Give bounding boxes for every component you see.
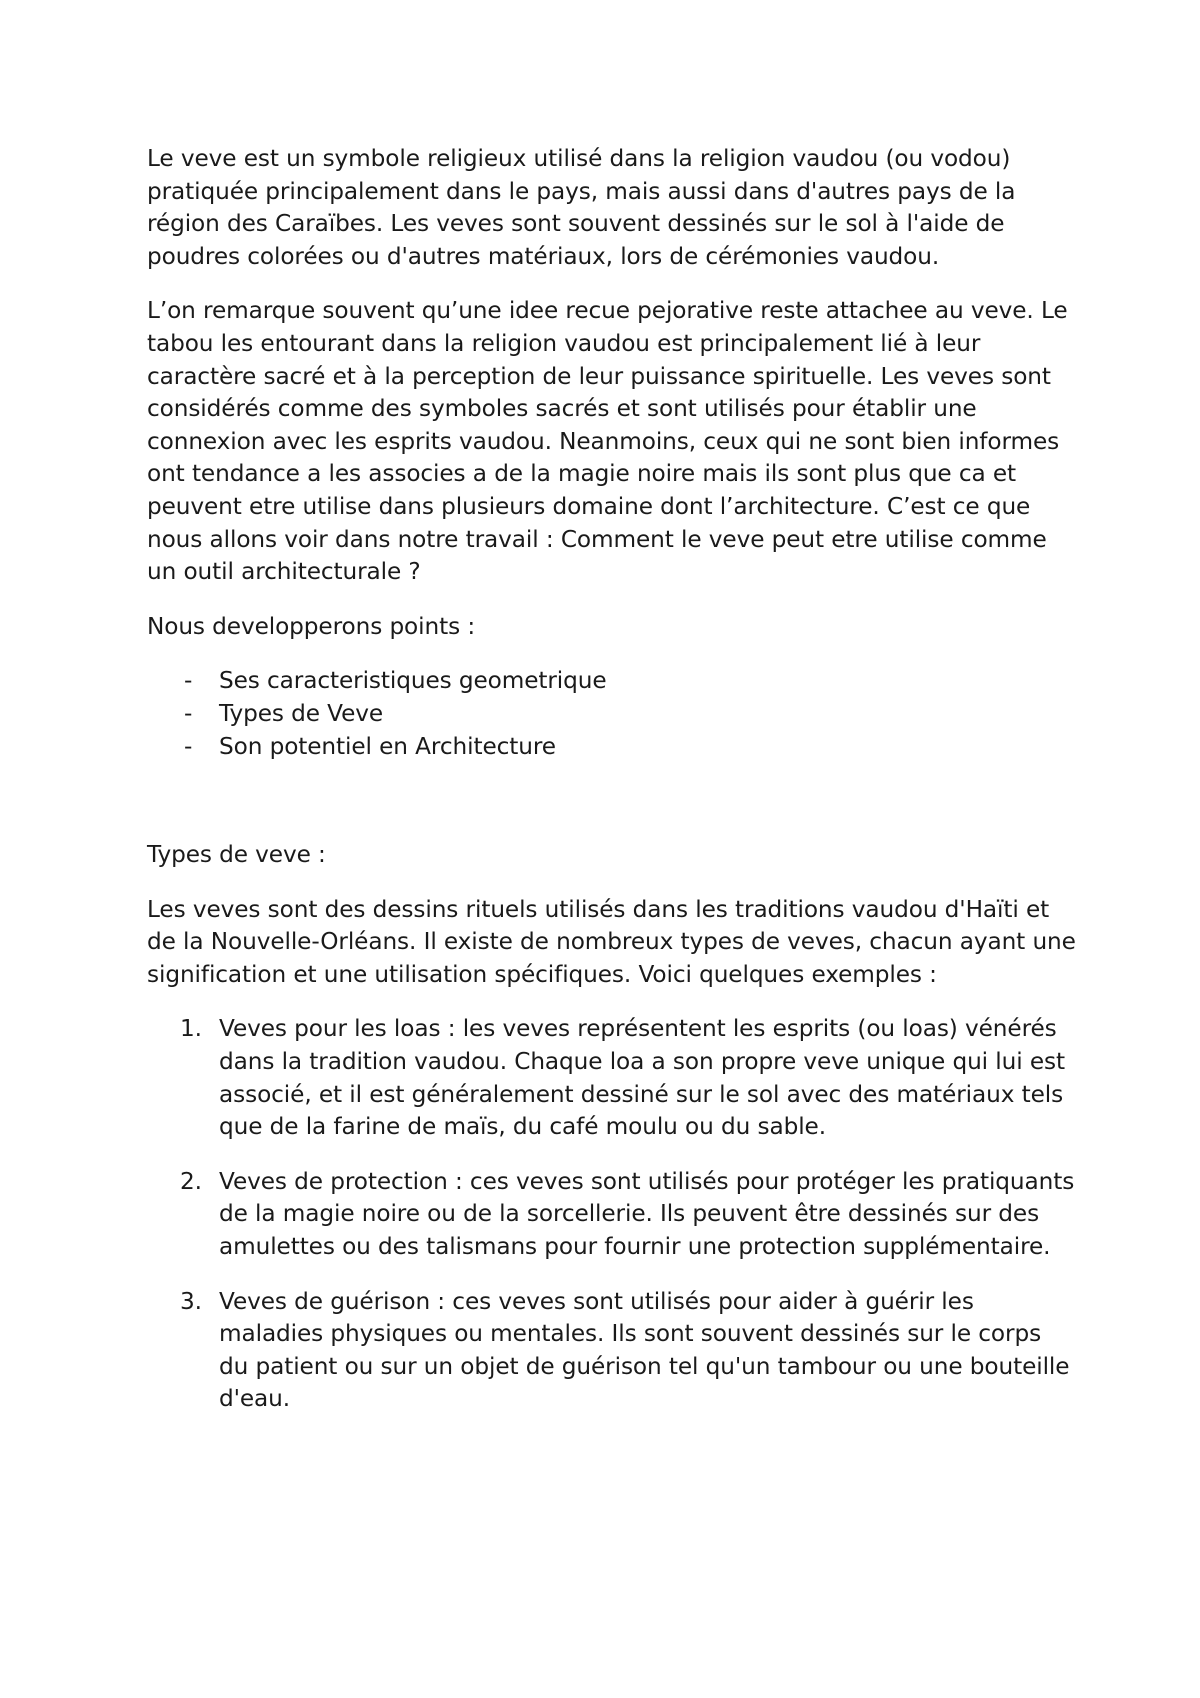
list-item-text: Ses caracteristiques geometrique — [219, 667, 607, 695]
list-marker: - — [184, 732, 193, 760]
list-item-text: Veves pour les loas : les veves représentent les esprits (ou loas) vénérés dans la tradition vaudou. Chaque loa a son propre veve unique qui lui est associé, et il est généralement dessiné sur le sol avec des matériaux tels que de la farine de maïs, du café moulu ou du sable. — [219, 1015, 1065, 1141]
list-item-text: Veves de guérison : ces veves sont utilisés pour aider à guérir les maladies physiques ou mentales. Ils sont souvent dessinés sur le corps du patient ou sur un objet de guérison tel qu'un tambour ou une bouteille d'eau. — [219, 1287, 1070, 1413]
document-body — [147, 143, 1077, 1438]
intro-paragraph: Le veve est un symbole religieux utilisé dans la religion vaudou (ou vodou) pratiquée principalement dans le pays, mais aussi dans d'autres pays de la région des Caraïbes. Les veves sont souvent dessinés sur le sol à l'aide de poudres colorées ou d'autres matériaux, lors de cérémonies vaudou. — [147, 145, 1016, 270]
list-item-text: Son potentiel en Architecture — [219, 732, 556, 760]
blank-space — [147, 763, 1077, 839]
context-paragraph: L’on remarque souvent qu’une idee recue pejorative reste attachee au veve. Le tabou les entourant dans la religion vaudou est principalement lié à leur caractère sacré et à la perception de leur puissance spirituelle. Les veves sont considérés comme des symboles sacrés et sont utilisés pour établir une connexion avec les esprits vaudou. Neanmoins, ceux qui ne sont bien informes ont tendance a les associes a de la magie noire mais ils sont plus que ca et peuvent etre utilise dans plusieurs domaine dont l’architecture. C’est ce que nous allons voir dans notre travail : Comment le veve peut etre utilise comme un outil architecturale ? — [147, 297, 1068, 586]
list-marker: - — [184, 699, 193, 727]
list-number: 2. — [180, 1167, 202, 1195]
list-marker: - — [184, 667, 193, 695]
list-number: 3. — [180, 1287, 202, 1315]
list-item — [147, 1286, 1077, 1416]
list-item — [147, 698, 1077, 731]
examples-list — [147, 1013, 1077, 1416]
list-number: 1. — [180, 1015, 202, 1043]
section-intro-paragraph: Les veves sont des dessins rituels utilisés dans les traditions vaudou d'Haïti et de la Nouvelle-Orléans. Il existe de nombreux types de veves, chacun ayant une signification et une utilisation spécifiques. Voici quelques exemples : — [147, 895, 1076, 988]
list-item — [147, 1013, 1077, 1143]
points-intro: Nous developperons points : — [147, 612, 476, 640]
list-item-text: Types de Veve — [219, 699, 384, 727]
points-list — [147, 665, 1077, 763]
section-heading: Types de veve : — [147, 841, 326, 869]
list-item-text: Veves de protection : ces veves sont utilisés pour protéger les pratiquants de la magie noire ou de la sorcellerie. Ils peuvent être dessinés sur des amulettes ou des talismans pour fournir une protection supplémentaire. — [219, 1167, 1075, 1261]
list-item — [147, 731, 1077, 764]
list-item — [147, 665, 1077, 698]
list-item — [147, 1166, 1077, 1264]
